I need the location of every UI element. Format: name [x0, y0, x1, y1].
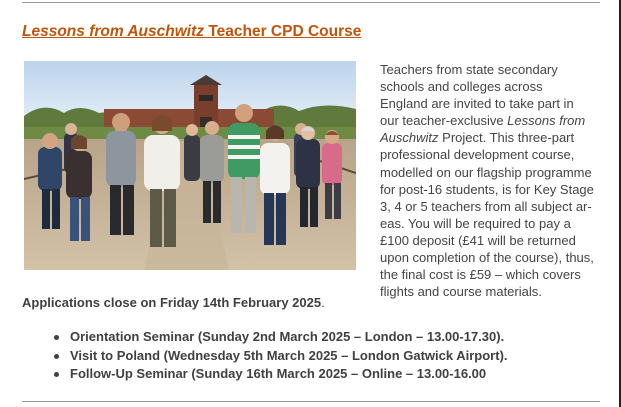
- desc-text: Project. This three-part: [438, 130, 575, 146]
- desc-line: flights and course materials.: [380, 284, 542, 300]
- list-item: [54, 347, 508, 366]
- desc-line: [380, 129, 602, 146]
- bullet-icon: [54, 335, 59, 340]
- desc-line: £100 deposit (£41 will be returned: [380, 232, 576, 248]
- desc-line: England are invited to take part in: [380, 96, 574, 112]
- deadline-end: .: [321, 295, 325, 310]
- deadline-text: Applications close on Friday 14th February 2025: [22, 295, 322, 310]
- desc-line: upon completion of the course), thus,: [380, 250, 594, 266]
- desc-line: schools and colleges across: [380, 79, 543, 95]
- desc-line: [380, 112, 602, 129]
- application-deadline: [22, 295, 325, 310]
- desc-line: Teachers from state secondary: [380, 62, 558, 77]
- desc-text: our teacher-exclusive: [380, 113, 508, 129]
- event-text: Follow-Up Seminar (Sunday 16th March 2025 – Online – 13.00-16.00: [70, 366, 487, 381]
- course-events-list: [54, 328, 508, 384]
- desc-line: 3, 4 or 5 teachers from all subject ar-: [380, 198, 592, 214]
- list-item: [54, 328, 508, 347]
- event-text: Visit to Poland (Wednesday 5th March 2025 – London Gatwick Airport).: [70, 347, 508, 363]
- bottom-divider: [22, 401, 600, 402]
- event-text: Orientation Seminar (Sunday 2nd March 2025 – London – 13.00-17.30).: [70, 329, 505, 344]
- title-rest: Teacher CPD Course: [204, 23, 362, 40]
- top-divider: [22, 2, 600, 3]
- desc-line: eas. You will be required to pay a: [380, 215, 571, 231]
- bullet-icon: [54, 354, 59, 359]
- list-item: [54, 365, 508, 384]
- course-photo: [24, 61, 356, 270]
- desc-line: modelled on our flagship programme: [380, 164, 592, 180]
- desc-line: professional development course,: [380, 147, 575, 163]
- course-description: [380, 61, 602, 300]
- desc-line: the final cost is £59 – which covers: [380, 267, 581, 283]
- course-title-link[interactable]: [22, 23, 361, 41]
- desc-italic: Lessons from: [507, 113, 586, 129]
- title-italic: Lessons from Auschwitz: [22, 23, 205, 40]
- desc-line: for post-16 students, is for Key Stage: [380, 181, 594, 197]
- desc-italic: Auschwitz: [380, 130, 439, 146]
- bullet-icon: [54, 372, 59, 377]
